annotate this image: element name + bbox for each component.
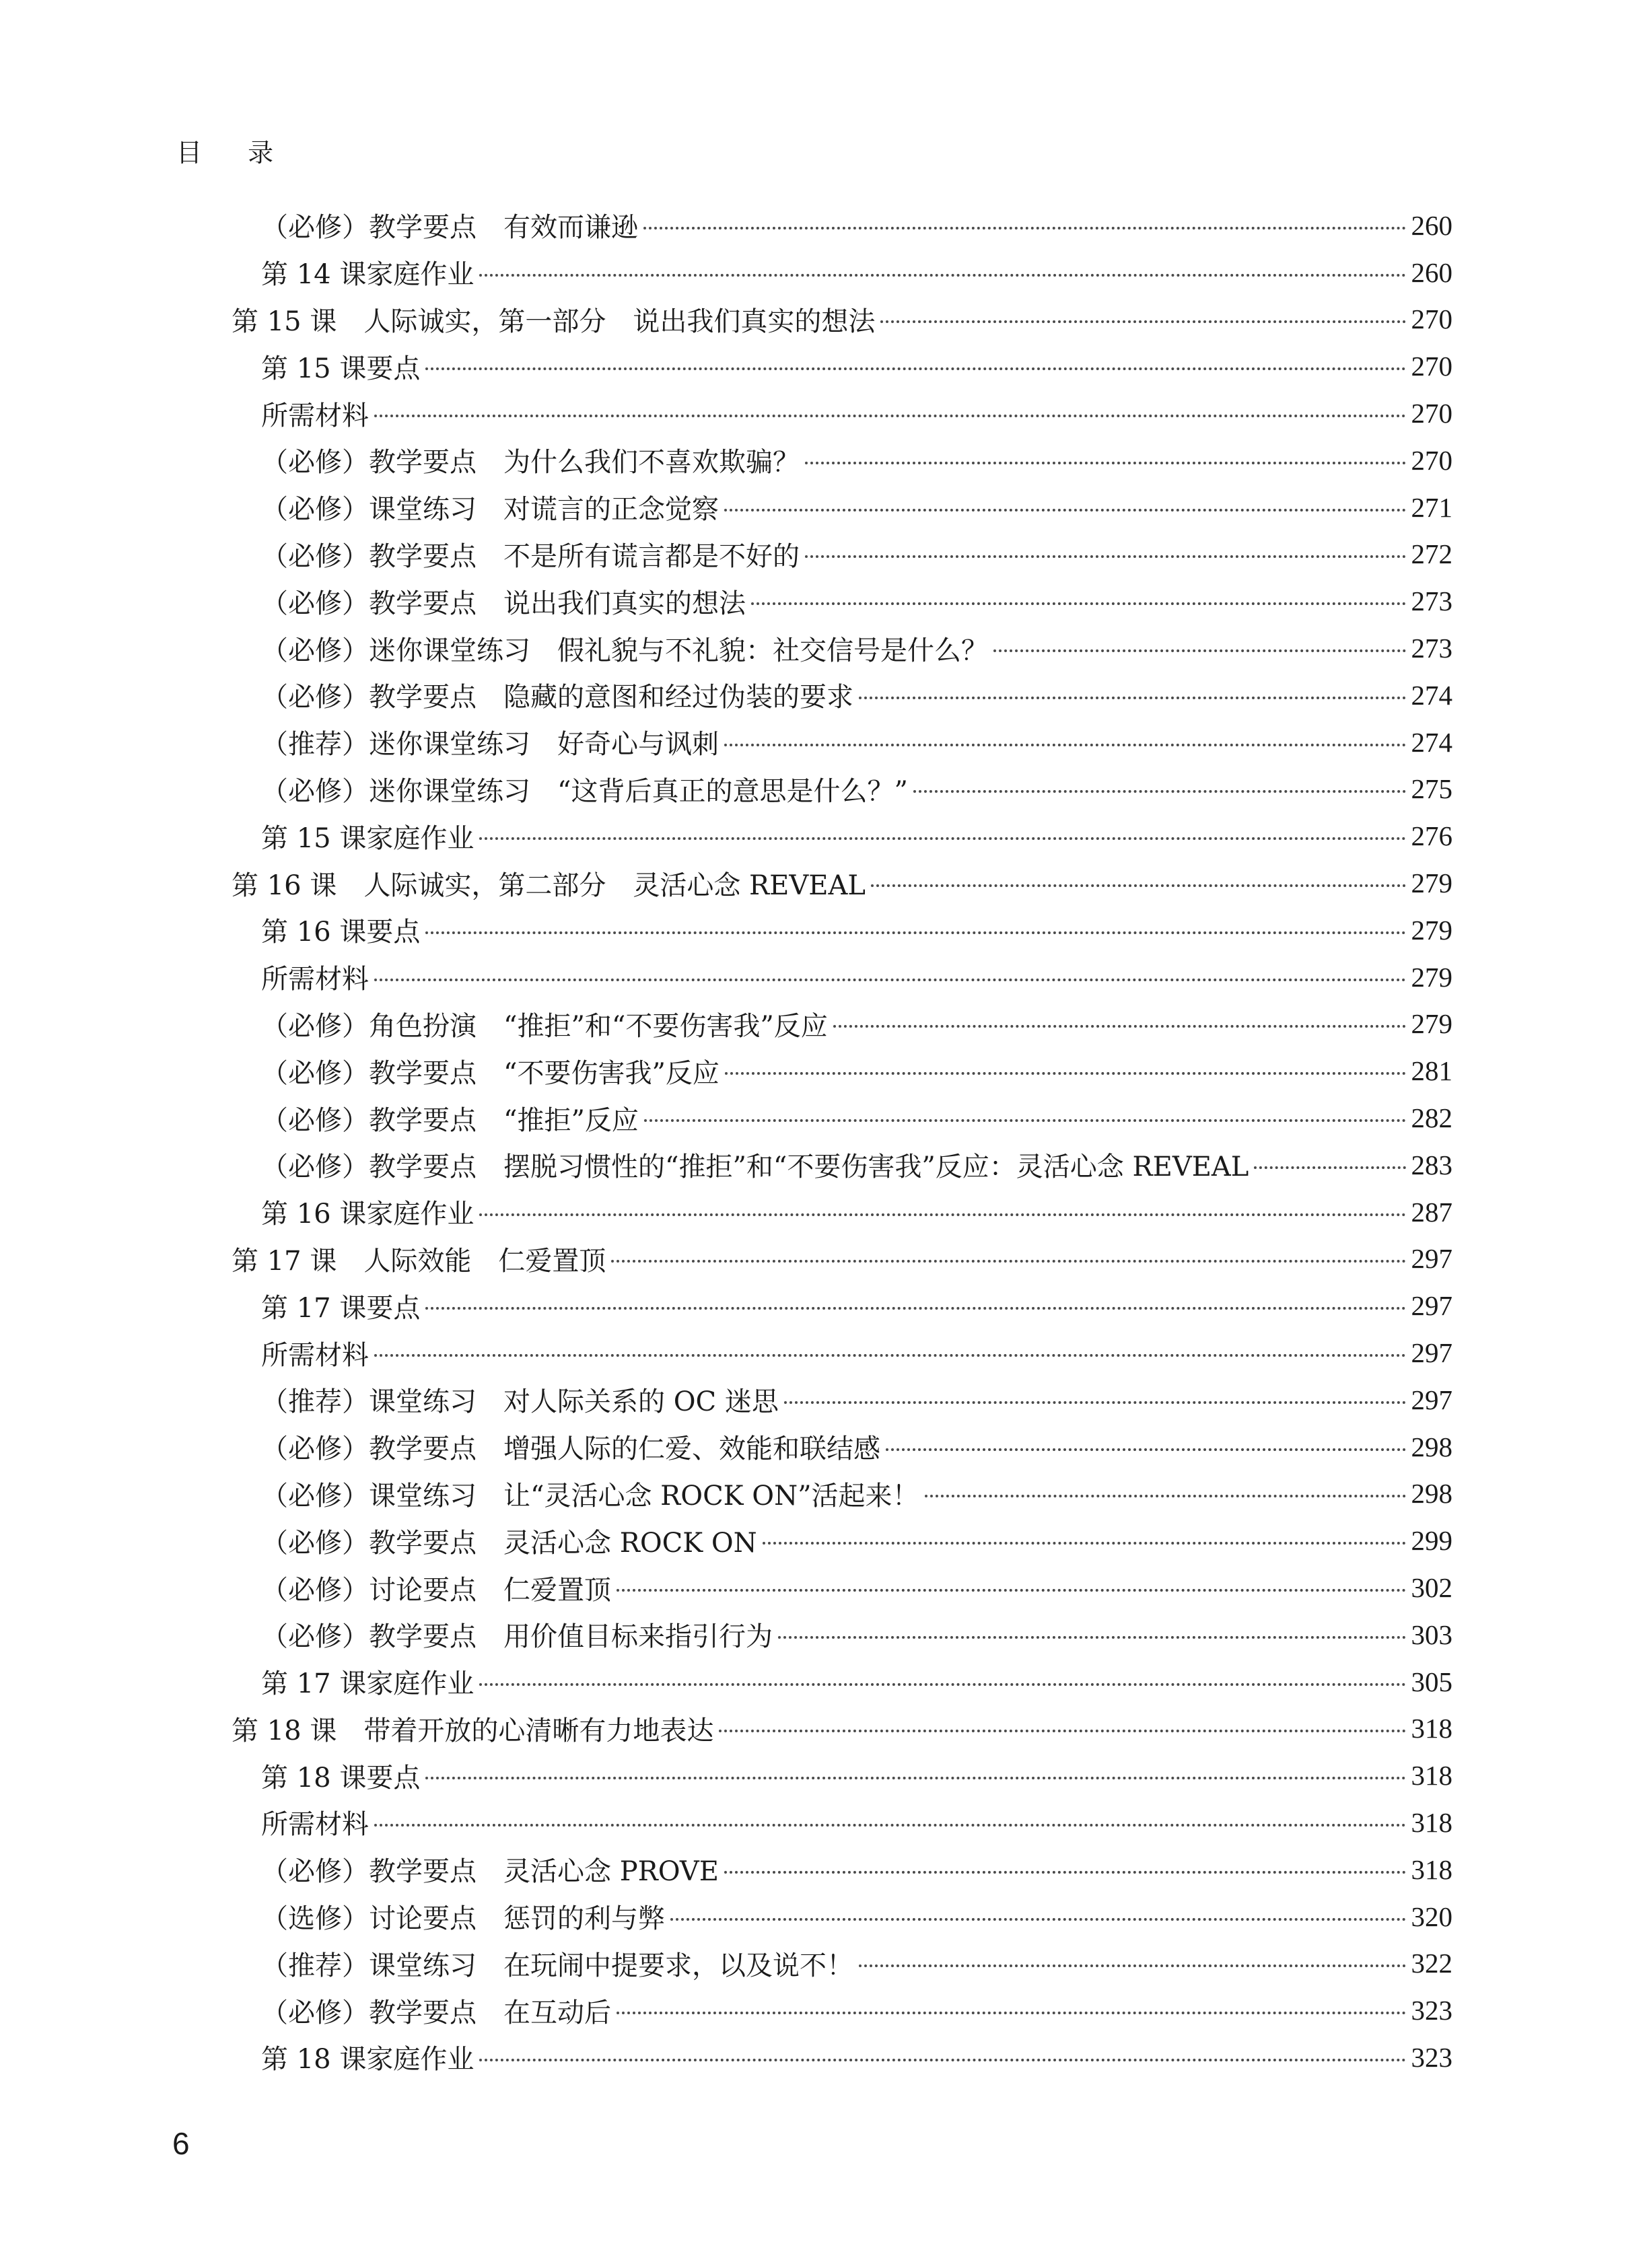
dot-leader bbox=[880, 320, 1405, 323]
toc-entry-title: 所需材料 bbox=[261, 1809, 369, 1841]
toc-entry-page: 279 bbox=[1411, 961, 1452, 993]
toc-entry-title: （选修）讨论要点 惩罚的利与弊 bbox=[261, 1903, 665, 1935]
dot-leader bbox=[479, 837, 1405, 840]
toc-entry bbox=[232, 390, 1452, 437]
toc-entry-title: （必修）教学要点 “推拒”反应 bbox=[261, 1104, 639, 1136]
toc-entry bbox=[232, 625, 1452, 672]
toc-entry-page: 299 bbox=[1411, 1525, 1452, 1557]
toc-entry-title: （推荐）课堂练习 对人际关系的 OC 迷思 bbox=[261, 1386, 779, 1418]
dot-leader bbox=[374, 1354, 1406, 1357]
toc-entry bbox=[232, 672, 1452, 719]
toc-entry-page: 305 bbox=[1411, 1666, 1452, 1697]
toc-entry bbox=[232, 1282, 1452, 1329]
toc-entry bbox=[232, 1752, 1452, 1799]
running-header: 目 录 bbox=[176, 138, 293, 168]
toc-entry-page: 275 bbox=[1411, 773, 1452, 805]
toc-entry-title: （必修）角色扮演 “推拒”和“不要伤害我”反应 bbox=[261, 1010, 828, 1042]
dot-leader bbox=[763, 1542, 1406, 1545]
toc-entry bbox=[232, 1846, 1452, 1893]
toc-entry bbox=[232, 1189, 1452, 1236]
toc-entry bbox=[232, 954, 1452, 1001]
dot-leader bbox=[913, 790, 1406, 793]
toc-entry-title: （必修）课堂练习 对谎言的正念觉察 bbox=[261, 494, 719, 526]
toc-entry-page: 270 bbox=[1411, 444, 1452, 476]
toc-entry-page: 298 bbox=[1411, 1478, 1452, 1510]
toc-entry-page: 320 bbox=[1411, 1901, 1452, 1932]
toc-lesson-entry bbox=[232, 296, 1452, 343]
toc-lesson-entry bbox=[232, 1236, 1452, 1283]
table-of-contents bbox=[232, 202, 1452, 2081]
toc-entry-page: 297 bbox=[1411, 1290, 1452, 1322]
toc-entry-page: 279 bbox=[1411, 914, 1452, 946]
toc-entry bbox=[232, 1799, 1452, 1846]
dot-leader bbox=[644, 1119, 1406, 1122]
toc-entry-page: 273 bbox=[1411, 633, 1452, 664]
toc-entry-page: 318 bbox=[1411, 1806, 1452, 1838]
toc-entry-title: （必修）教学要点 不是所有谎言都是不好的 bbox=[261, 540, 800, 572]
toc-entry-page: 272 bbox=[1411, 538, 1452, 570]
dot-leader bbox=[611, 1260, 1405, 1263]
toc-entry-page: 260 bbox=[1411, 209, 1452, 241]
dot-leader bbox=[725, 1072, 1406, 1075]
toc-entry-page: 283 bbox=[1411, 1149, 1452, 1180]
toc-entry bbox=[232, 577, 1452, 625]
toc-entry bbox=[232, 1094, 1452, 1141]
dot-leader bbox=[751, 602, 1406, 605]
toc-entry-page: 279 bbox=[1411, 1008, 1452, 1040]
toc-entry-title: 第 17 课 人际效能 仁爱置顶 bbox=[232, 1245, 606, 1277]
toc-entry-title: 所需材料 bbox=[261, 1339, 369, 1371]
toc-entry-title: （必修）教学要点 在互动后 bbox=[261, 1997, 611, 2028]
toc-entry bbox=[232, 1517, 1452, 1564]
toc-entry-page: 276 bbox=[1411, 820, 1452, 852]
dot-leader bbox=[479, 274, 1405, 277]
toc-entry-page: 274 bbox=[1411, 726, 1452, 758]
toc-lesson-entry bbox=[232, 859, 1452, 907]
toc-entry-page: 281 bbox=[1411, 1055, 1452, 1087]
toc-entry-title: （必修）教学要点 灵活心念 ROCK ON bbox=[261, 1527, 757, 1559]
toc-entry bbox=[232, 343, 1452, 390]
toc-entry-page: 274 bbox=[1411, 679, 1452, 711]
dot-leader bbox=[479, 1213, 1405, 1216]
page-number: 6 bbox=[172, 2126, 190, 2161]
toc-lesson-entry bbox=[232, 1705, 1452, 1752]
toc-entry-page: 318 bbox=[1411, 1760, 1452, 1792]
toc-entry bbox=[232, 1987, 1452, 2034]
dot-leader bbox=[925, 1495, 1406, 1497]
dot-leader bbox=[784, 1401, 1406, 1404]
toc-entry-title: 第 17 课要点 bbox=[261, 1292, 421, 1324]
toc-entry bbox=[232, 2034, 1452, 2081]
dot-leader bbox=[859, 1964, 1406, 1967]
toc-entry-title: 所需材料 bbox=[261, 400, 369, 431]
toc-entry-page: 298 bbox=[1411, 1431, 1452, 1462]
toc-entry bbox=[232, 249, 1452, 296]
toc-entry-title: （必修）迷你课堂练习 假礼貌与不礼貌：社交信号是什么？ bbox=[261, 635, 988, 666]
toc-entry-page: 318 bbox=[1411, 1853, 1452, 1885]
toc-entry bbox=[232, 1001, 1452, 1048]
toc-entry-title: 第 15 课家庭作业 bbox=[261, 822, 475, 854]
toc-entry-page: 297 bbox=[1411, 1337, 1452, 1369]
dot-leader bbox=[617, 2012, 1406, 2014]
toc-entry-page: 303 bbox=[1411, 1619, 1452, 1650]
dot-leader bbox=[859, 697, 1406, 699]
dot-leader bbox=[479, 1683, 1405, 1686]
toc-entry-title: （必修）教学要点 说出我们真实的想法 bbox=[261, 588, 746, 619]
dot-leader bbox=[871, 884, 1406, 887]
dot-leader bbox=[617, 1589, 1406, 1592]
toc-entry-page: 273 bbox=[1411, 586, 1452, 617]
toc-entry bbox=[232, 1470, 1452, 1518]
toc-entry-title: 第 18 课 带着开放的心清晰有力地表达 bbox=[232, 1715, 714, 1746]
dot-leader bbox=[993, 649, 1406, 652]
toc-entry-page: 322 bbox=[1411, 1948, 1452, 1979]
dot-leader bbox=[1254, 1166, 1405, 1169]
toc-entry-title: （必修）教学要点 用价值目标来指引行为 bbox=[261, 1621, 773, 1653]
toc-entry-page: 270 bbox=[1411, 304, 1452, 335]
toc-entry-title: 第 18 课要点 bbox=[261, 1762, 421, 1794]
toc-entry bbox=[232, 907, 1452, 954]
toc-entry-page: 297 bbox=[1411, 1243, 1452, 1275]
dot-leader bbox=[724, 744, 1406, 746]
toc-entry-page: 279 bbox=[1411, 867, 1452, 899]
toc-entry-title: （必修）讨论要点 仁爱置顶 bbox=[261, 1574, 611, 1606]
toc-entry-title: 第 18 课家庭作业 bbox=[261, 2044, 475, 2076]
dot-leader bbox=[805, 462, 1406, 464]
toc-entry-title: 第 16 课家庭作业 bbox=[261, 1199, 475, 1230]
toc-entry-page: 260 bbox=[1411, 256, 1452, 288]
toc-entry-title: 第 14 课家庭作业 bbox=[261, 259, 475, 291]
toc-entry bbox=[232, 1940, 1452, 1987]
dot-leader bbox=[886, 1448, 1406, 1451]
toc-entry-title: 第 17 课家庭作业 bbox=[261, 1668, 475, 1700]
toc-entry-title: 第 16 课 人际诚实，第二部分 灵活心念 REVEAL bbox=[232, 870, 866, 901]
dot-leader bbox=[724, 1871, 1406, 1874]
toc-entry-title: （推荐）课堂练习 在玩闹中提要求，以及说不！ bbox=[261, 1950, 853, 1981]
dot-leader bbox=[374, 979, 1406, 981]
toc-entry bbox=[232, 1611, 1452, 1658]
toc-entry-page: 282 bbox=[1411, 1102, 1452, 1134]
dot-leader bbox=[719, 1730, 1405, 1732]
toc-entry-title: 第 15 课要点 bbox=[261, 353, 421, 384]
dot-leader bbox=[374, 1824, 1406, 1827]
toc-entry-page: 318 bbox=[1411, 1713, 1452, 1744]
toc-entry-page: 297 bbox=[1411, 1384, 1452, 1415]
toc-entry-page: 302 bbox=[1411, 1572, 1452, 1603]
toc-entry bbox=[232, 1423, 1452, 1470]
toc-entry-page: 323 bbox=[1411, 1995, 1452, 2026]
toc-entry bbox=[232, 1047, 1452, 1094]
toc-entry-title: （必修）教学要点 增强人际的仁爱、效能和联结感 bbox=[261, 1433, 880, 1465]
toc-entry bbox=[232, 1658, 1452, 1705]
toc-entry bbox=[232, 1376, 1452, 1423]
toc-entry bbox=[232, 812, 1452, 859]
dot-leader bbox=[805, 555, 1406, 558]
toc-entry-page: 270 bbox=[1411, 351, 1452, 382]
toc-entry-page: 323 bbox=[1411, 2041, 1452, 2073]
toc-entry-page: 287 bbox=[1411, 1196, 1452, 1228]
toc-entry bbox=[232, 1893, 1452, 1940]
dot-leader bbox=[670, 1918, 1406, 1921]
toc-entry bbox=[232, 1564, 1452, 1611]
toc-entry-title: （必修）教学要点 有效而谦逊 bbox=[261, 212, 638, 244]
toc-entry-title: （必修）教学要点 摆脱习惯性的“推拒”和“不要伤害我”反应：灵活心念 REVEAL bbox=[261, 1151, 1249, 1183]
toc-entry-title: （必修）教学要点 隐藏的意图和经过伪装的要求 bbox=[261, 682, 853, 713]
toc-entry-title: 所需材料 bbox=[261, 964, 369, 995]
toc-entry-title: （必修）迷你课堂练习 “这背后真正的意思是什么？” bbox=[261, 775, 908, 807]
toc-entry bbox=[232, 437, 1452, 484]
dot-leader bbox=[479, 2059, 1405, 2061]
toc-entry bbox=[232, 1141, 1452, 1189]
dot-leader bbox=[778, 1636, 1406, 1639]
dot-leader bbox=[833, 1025, 1406, 1028]
toc-entry-page: 270 bbox=[1411, 398, 1452, 429]
toc-entry-page: 271 bbox=[1411, 491, 1452, 523]
toc-entry-title: （必修）教学要点 为什么我们不喜欢欺骗？ bbox=[261, 447, 800, 479]
dot-leader bbox=[724, 509, 1406, 511]
toc-entry bbox=[232, 484, 1452, 531]
dot-leader bbox=[425, 367, 1405, 370]
toc-entry bbox=[232, 1329, 1452, 1376]
toc-entry bbox=[232, 766, 1452, 813]
dot-leader bbox=[374, 415, 1406, 417]
toc-entry bbox=[232, 531, 1452, 578]
dot-leader bbox=[425, 1307, 1405, 1310]
dot-leader bbox=[425, 931, 1405, 934]
toc-entry bbox=[232, 719, 1452, 766]
dot-leader bbox=[425, 1777, 1405, 1779]
toc-entry-title: 第 15 课 人际诚实，第一部分 说出我们真实的想法 bbox=[232, 306, 876, 337]
dot-leader bbox=[643, 227, 1406, 229]
toc-entry-title: （必修）教学要点 灵活心念 PROVE bbox=[261, 1856, 719, 1888]
toc-entry-title: （推荐）迷你课堂练习 好奇心与讽刺 bbox=[261, 729, 719, 760]
toc-entry bbox=[232, 202, 1452, 249]
toc-entry-title: 第 16 课要点 bbox=[261, 917, 421, 948]
toc-entry-title: （必修）教学要点 “不要伤害我”反应 bbox=[261, 1057, 720, 1089]
toc-entry-title: （必修）课堂练习 让“灵活心念 ROCK ON”活起来！ bbox=[261, 1480, 919, 1512]
